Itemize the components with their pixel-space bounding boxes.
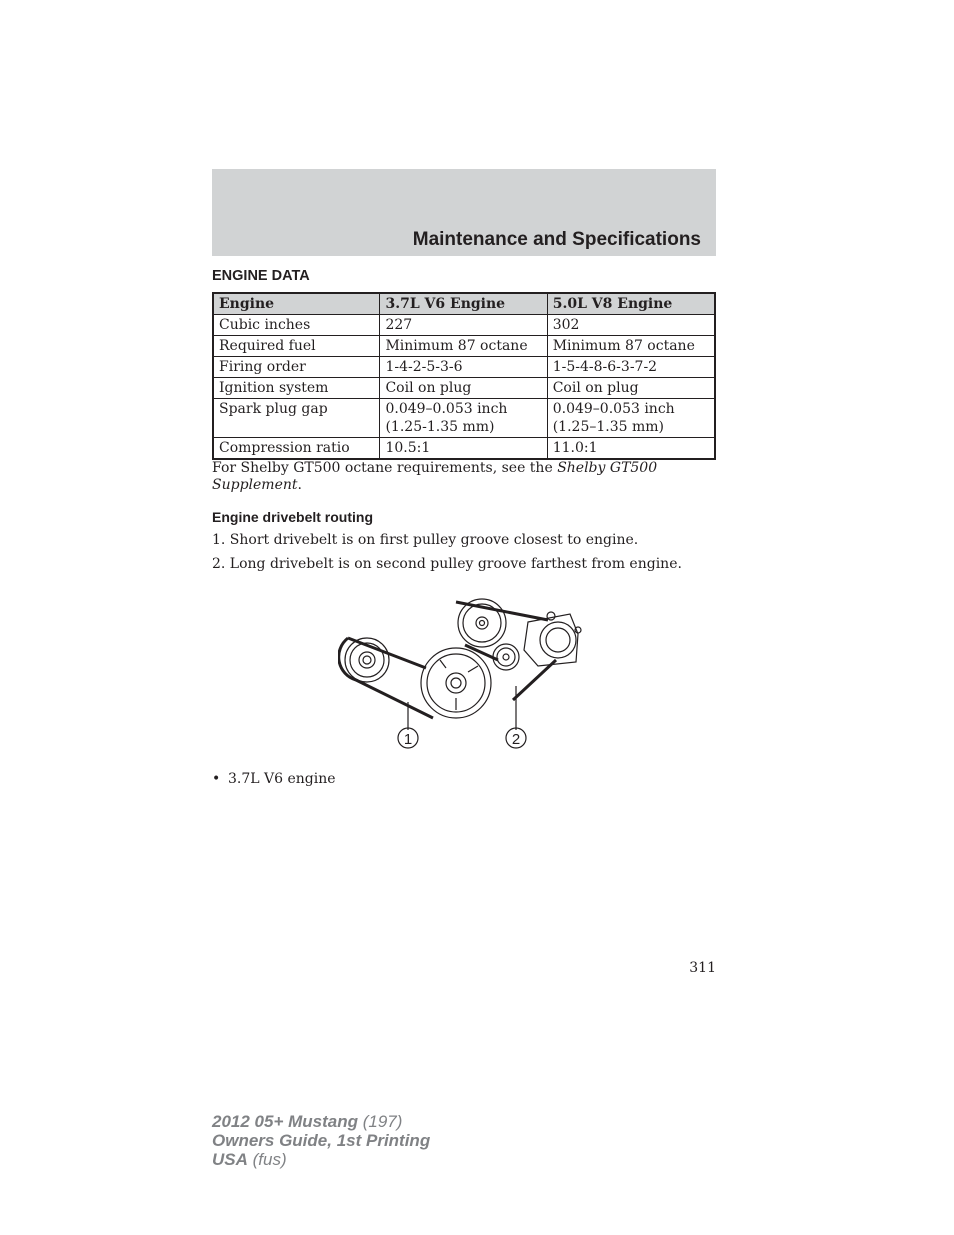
octane-note	[212, 460, 716, 494]
table-cell: 0.049–0.053 inch (1.25-1.35 mm)	[380, 399, 547, 438]
table-row	[213, 315, 715, 336]
engine-data-table	[212, 292, 716, 460]
table-cell: Required fuel	[213, 336, 380, 357]
supplement-reference: Shelby GT500 Supplement	[212, 460, 658, 493]
callout-label-1: 1	[403, 731, 413, 748]
footer-market-code: (fus)	[247, 1150, 287, 1169]
table-cell: Minimum 87 octane	[547, 336, 715, 357]
bullet-item	[212, 771, 336, 787]
column-header: 5.0L V8 Engine	[547, 293, 715, 315]
section-heading: ENGINE DATA	[212, 268, 310, 284]
footer-model-code: (197)	[358, 1112, 403, 1131]
table-cell: 302	[547, 315, 715, 336]
table-cell: Coil on plug	[547, 378, 715, 399]
drivebelt-heading: Engine drivebelt routing	[212, 509, 374, 525]
table-cell: Coil on plug	[380, 378, 547, 399]
bullet-icon: •	[212, 771, 221, 787]
table-cell: Compression ratio	[213, 438, 380, 460]
table-row	[213, 357, 715, 378]
table-header-row	[213, 293, 715, 315]
callout-label-2: 2	[511, 731, 521, 748]
table-row	[213, 438, 715, 460]
footer-model: 2012 05+ Mustang	[212, 1112, 358, 1131]
table-cell: Spark plug gap	[213, 399, 380, 438]
table-cell: Minimum 87 octane	[380, 336, 547, 357]
column-header: Engine	[213, 293, 380, 315]
footer-guide: Owners Guide, 1st Printing	[212, 1131, 431, 1150]
table-cell: 10.5:1	[380, 438, 547, 460]
drivebelt-step-2: 2. Long drivebelt is on second pulley groove farthest from engine.	[212, 556, 682, 572]
drivebelt-step-1: 1. Short drivebelt is on first pulley groove closest to engine.	[212, 532, 639, 548]
note-text: For Shelby GT500 octane requirements, see the	[212, 460, 558, 476]
column-header: 3.7L V6 Engine	[380, 293, 547, 315]
alternator	[524, 612, 581, 666]
page-number: 311	[689, 960, 716, 976]
table-cell: Cubic inches	[213, 315, 380, 336]
table-cell: 1-4-2-5-3-6	[380, 357, 547, 378]
bullet-text: 3.7L V6 engine	[228, 771, 336, 787]
table-cell: 0.049–0.053 inch (1.25–1.35 mm)	[547, 399, 715, 438]
table-row	[213, 399, 715, 438]
header-band	[212, 169, 716, 256]
crankshaft-pulley	[421, 648, 491, 718]
table-cell: Ignition system	[213, 378, 380, 399]
table-row	[213, 378, 715, 399]
footer-market: USA	[212, 1150, 248, 1169]
page-title: Maintenance and Specifications	[412, 229, 701, 250]
table-cell: 227	[380, 315, 547, 336]
table-row	[213, 336, 715, 357]
footer	[212, 1112, 430, 1169]
table-cell: Firing order	[213, 357, 380, 378]
table-cell: 11.0:1	[547, 438, 715, 460]
drivebelt-routing-diagram	[338, 590, 588, 760]
table-cell: 1-5-4-8-6-3-7-2	[547, 357, 715, 378]
grooved-pulley	[493, 644, 519, 670]
note-end: .	[297, 477, 302, 493]
